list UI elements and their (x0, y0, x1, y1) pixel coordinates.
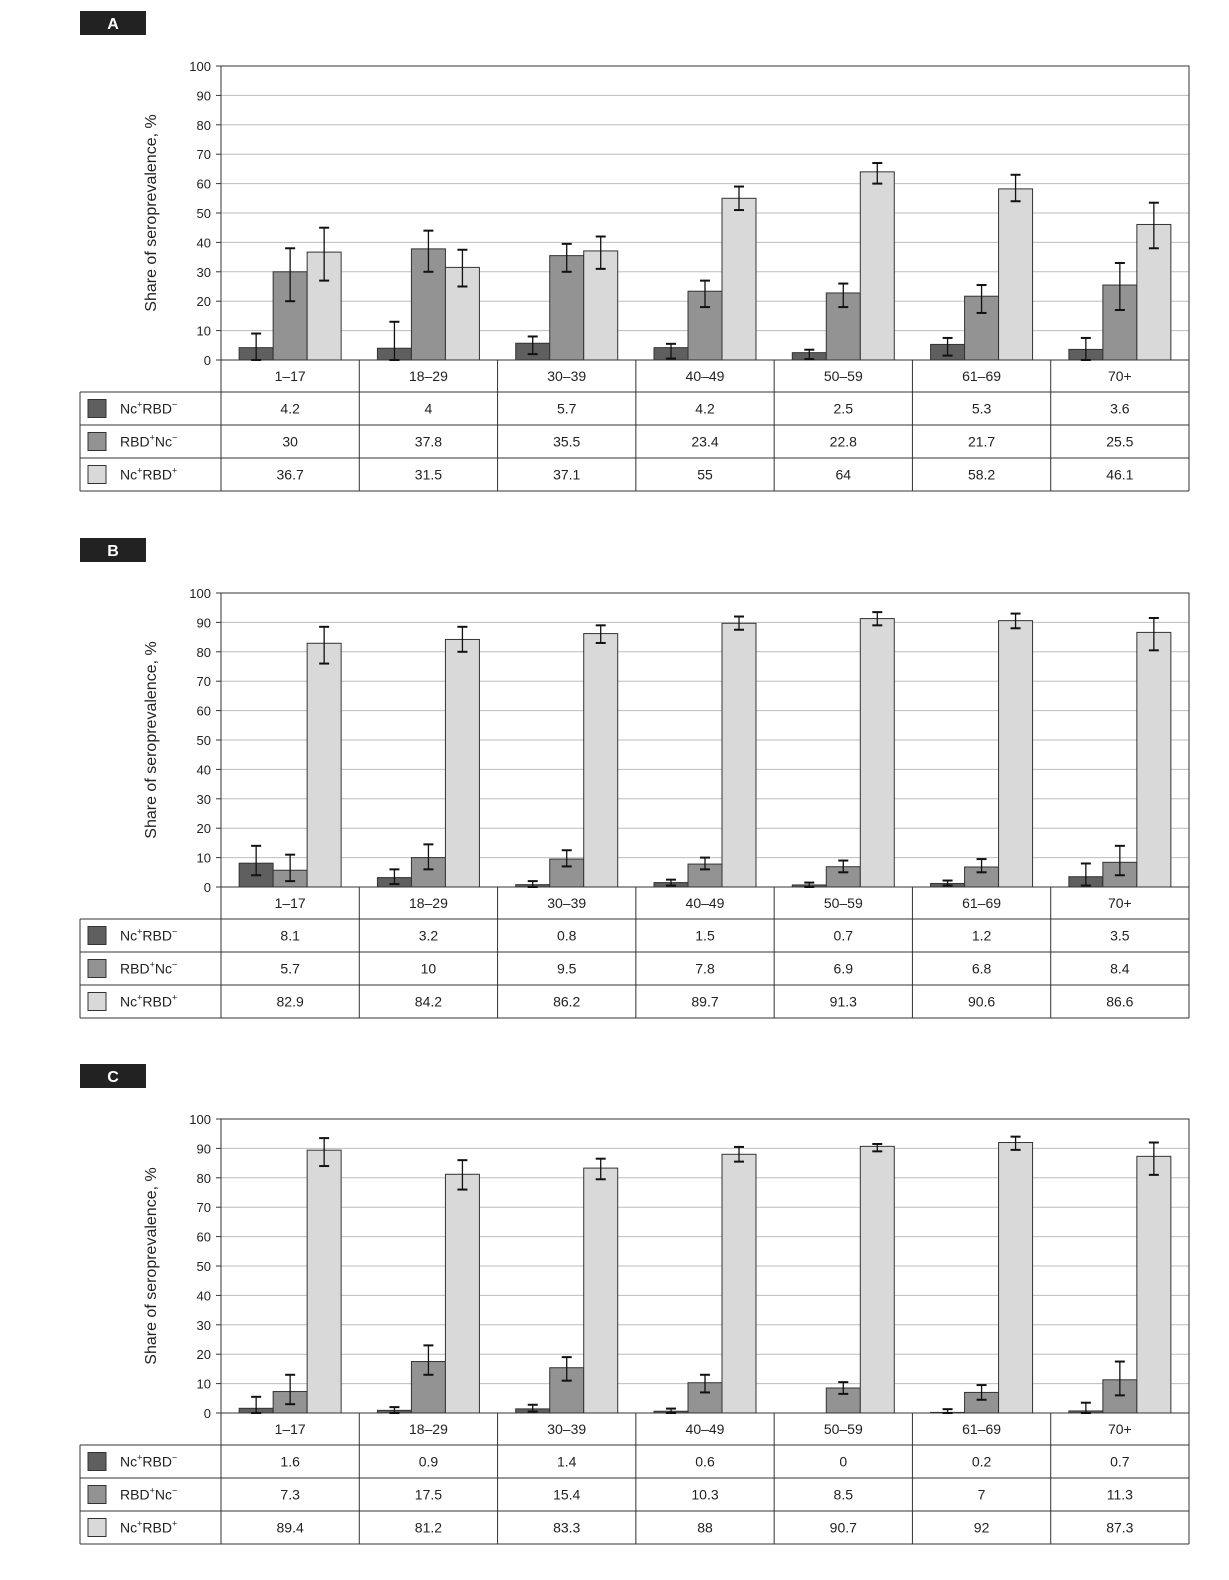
y-tick-label: 80 (196, 117, 211, 133)
y-tick-label: 20 (196, 821, 211, 837)
y-tick-label: 50 (196, 733, 211, 748)
category-label: 1–17 (274, 368, 306, 384)
table-value: 3.6 (1110, 400, 1130, 417)
table-value: 7.3 (280, 1486, 300, 1503)
table-value: 5.3 (971, 400, 992, 417)
table-value: 58.2 (967, 466, 996, 483)
bar (999, 1143, 1033, 1413)
table-value: 3.2 (418, 927, 439, 944)
legend-label: RBD+Nc− (120, 432, 178, 450)
y-tick-label: 100 (189, 1112, 211, 1127)
table-value: 37.8 (414, 433, 443, 450)
y-tick-label: 40 (196, 235, 211, 251)
table-value: 90.6 (967, 993, 996, 1010)
legend-label: Nc+RBD+ (120, 465, 178, 483)
bar (584, 634, 618, 887)
category-label: 50–59 (823, 895, 863, 911)
table-value: 4 (424, 400, 433, 417)
panel-badge (80, 1064, 146, 1088)
table-value: 31.5 (414, 466, 443, 483)
table-value: 8.5 (833, 1486, 854, 1503)
table-value: 6.9 (833, 960, 854, 977)
table-value: 4.2 (280, 400, 300, 417)
table-value: 10.3 (691, 1486, 719, 1503)
category-label: 70+ (1107, 1421, 1132, 1437)
bar (307, 1150, 341, 1413)
table-value: 21.7 (967, 433, 996, 450)
table-value: 55 (697, 466, 713, 483)
table-value: 10 (420, 960, 437, 977)
table-value: 0.7 (1110, 1453, 1130, 1470)
bar (307, 643, 341, 887)
table-value: 82.9 (276, 993, 304, 1010)
legend-label: RBD+Nc− (120, 959, 178, 977)
table-value: 83.3 (553, 1519, 581, 1536)
category-label: 61–69 (962, 1421, 1002, 1437)
data-table (80, 1413, 1189, 1544)
y-tick-label: 20 (196, 294, 211, 310)
chart-panel-a (0, 0, 1229, 520)
bar (584, 1168, 618, 1413)
table-value: 0.8 (556, 927, 577, 944)
category-label: 18–29 (408, 1421, 448, 1437)
legend-swatch (88, 1486, 106, 1504)
table-value: 0 (839, 1453, 848, 1470)
y-tick-label: 0 (203, 1406, 211, 1421)
legend-label: Nc+RBD+ (120, 992, 178, 1010)
table-value: 3.5 (1110, 927, 1130, 944)
y-tick-label: 10 (196, 850, 211, 866)
data-table (80, 360, 1189, 491)
y-tick-label: 20 (196, 1347, 211, 1363)
legend-label: Nc+RBD− (120, 1452, 178, 1470)
y-tick-label: 60 (196, 703, 211, 719)
table-value: 0.2 (971, 1453, 992, 1470)
y-tick-label: 60 (196, 176, 211, 192)
y-tick-label: 40 (196, 1288, 211, 1304)
panel-badge (80, 11, 146, 35)
table-value: 88 (697, 1519, 713, 1536)
category-label: 18–29 (408, 368, 448, 384)
y-tick-label: 30 (196, 1317, 211, 1333)
bar (860, 172, 894, 360)
table-value: 8.4 (1110, 960, 1130, 977)
legend-swatch (88, 433, 106, 451)
bar (1137, 632, 1171, 887)
bar (860, 619, 894, 887)
table-value: 5.7 (556, 400, 577, 417)
data-table (80, 887, 1189, 1018)
bar (445, 1174, 479, 1413)
table-value: 92 (973, 1519, 990, 1536)
table-value: 36.7 (276, 466, 304, 483)
table-value: 86.2 (553, 993, 581, 1010)
y-tick-label: 60 (196, 1229, 211, 1245)
table-value: 81.2 (414, 1519, 443, 1536)
category-label: 40–49 (685, 368, 725, 384)
table-value: 4.2 (695, 400, 715, 417)
bar (722, 623, 756, 887)
y-tick-label: 30 (196, 791, 211, 807)
table-value: 87.3 (1106, 1519, 1134, 1536)
y-axis-label: Share of seroprevalence, % (143, 1167, 160, 1365)
bar (999, 189, 1033, 360)
y-axis-label: Share of seroprevalence, % (143, 641, 160, 839)
bar (1137, 1156, 1171, 1413)
table-value: 15.4 (553, 1486, 581, 1503)
table-value: 90.7 (829, 1519, 857, 1536)
table-value: 8.1 (280, 927, 300, 944)
table-value: 89.7 (691, 993, 719, 1010)
table-value: 23.4 (691, 433, 719, 450)
panel-c (0, 1053, 1229, 1573)
category-label: 40–49 (685, 895, 725, 911)
category-label: 30–39 (547, 1421, 587, 1437)
category-label: 50–59 (823, 1421, 863, 1437)
table-value: 2.5 (833, 400, 854, 417)
category-label: 1–17 (274, 1421, 306, 1437)
table-value: 0.6 (695, 1453, 715, 1470)
table-value: 1.6 (280, 1453, 300, 1470)
table-value: 35.5 (553, 433, 581, 450)
y-axis-label: Share of seroprevalence, % (143, 114, 160, 312)
y-tick-label: 90 (196, 1141, 211, 1157)
chart-panel-c (0, 1053, 1229, 1573)
y-tick-label: 0 (203, 353, 211, 368)
category-label: 61–69 (962, 368, 1002, 384)
panel-badge-letter: A (107, 16, 119, 33)
y-tick-label: 90 (196, 615, 211, 631)
y-tick-label: 50 (196, 1259, 211, 1274)
y-tick-label: 80 (196, 1170, 211, 1186)
table-value: 1.2 (971, 927, 992, 944)
y-tick-label: 80 (196, 644, 211, 660)
y-tick-label: 70 (196, 147, 211, 163)
table-value: 9.5 (556, 960, 577, 977)
table-value: 84.2 (414, 993, 443, 1010)
category-label: 30–39 (547, 895, 587, 911)
table-value: 5.7 (280, 960, 300, 977)
legend-swatch (88, 466, 106, 484)
panel-badge-letter: B (107, 543, 119, 560)
y-tick-label: 70 (196, 674, 211, 690)
table-value: 30 (282, 433, 298, 450)
y-tick-label: 10 (196, 1376, 211, 1392)
y-tick-label: 100 (189, 586, 211, 601)
panel-b (0, 527, 1229, 1047)
bar (999, 621, 1033, 887)
y-tick-label: 70 (196, 1200, 211, 1216)
table-value: 17.5 (414, 1486, 443, 1503)
table-value: 1.5 (695, 927, 715, 944)
table-value: 91.3 (829, 993, 857, 1010)
table-value: 46.1 (1106, 466, 1134, 483)
table-value: 89.4 (276, 1519, 304, 1536)
bar (860, 1146, 894, 1413)
table-value: 22.8 (829, 433, 857, 450)
category-label: 40–49 (685, 1421, 725, 1437)
bar (722, 1154, 756, 1413)
legend-swatch (88, 927, 106, 945)
y-tick-label: 90 (196, 88, 211, 104)
legend-label: Nc+RBD+ (120, 1518, 178, 1536)
category-label: 1–17 (274, 895, 306, 911)
y-tick-label: 50 (196, 206, 211, 221)
table-value: 0.7 (833, 927, 854, 944)
category-label: 70+ (1107, 368, 1132, 384)
table-value: 37.1 (553, 466, 581, 483)
table-value: 25.5 (1106, 433, 1134, 450)
category-label: 70+ (1107, 895, 1132, 911)
table-value: 11.3 (1106, 1486, 1133, 1503)
table-value: 64 (835, 466, 852, 483)
category-label: 30–39 (547, 368, 587, 384)
legend-swatch (88, 1453, 106, 1471)
y-tick-label: 30 (196, 264, 211, 280)
legend-swatch (88, 400, 106, 418)
bar (722, 198, 756, 360)
category-label: 61–69 (962, 895, 1002, 911)
legend-label: Nc+RBD− (120, 399, 178, 417)
legend-swatch (88, 1519, 106, 1537)
bar (445, 639, 479, 887)
y-tick-label: 10 (196, 323, 211, 339)
table-value: 0.9 (418, 1453, 439, 1470)
chart-panel-b (0, 527, 1229, 1047)
y-tick-label: 40 (196, 762, 211, 778)
legend-swatch (88, 993, 106, 1011)
legend-label: RBD+Nc− (120, 1485, 178, 1503)
y-tick-label: 100 (189, 59, 211, 74)
legend-swatch (88, 960, 106, 978)
table-value: 1.4 (556, 1453, 577, 1470)
panel-a (0, 0, 1229, 520)
table-value: 6.8 (971, 960, 992, 977)
table-value: 7 (977, 1486, 986, 1503)
panel-badge-letter: C (107, 1069, 119, 1086)
panel-badge (80, 538, 146, 562)
category-label: 18–29 (408, 895, 448, 911)
y-tick-label: 0 (203, 880, 211, 895)
category-label: 50–59 (823, 368, 863, 384)
table-value: 86.6 (1106, 993, 1134, 1010)
legend-label: Nc+RBD− (120, 926, 178, 944)
table-value: 7.8 (695, 960, 715, 977)
